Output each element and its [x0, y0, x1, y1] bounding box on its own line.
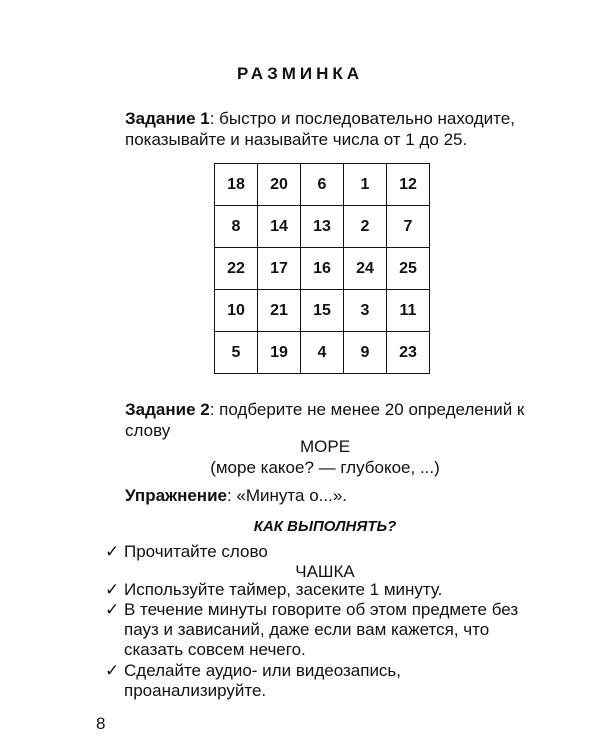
task2-word: МОРЕ [299, 437, 351, 456]
grid-cell: 19 [258, 332, 301, 374]
grid-cell: 16 [301, 248, 344, 290]
grid-cell: 4 [301, 332, 344, 374]
grid-cell: 24 [344, 248, 387, 290]
page-number: 8 [96, 714, 106, 733]
page-title: РАЗМИНКА [236, 64, 364, 83]
exercise-text: : «Минута о...». [226, 486, 348, 505]
grid-cell: 7 [387, 206, 430, 248]
check-item [105, 542, 545, 562]
grid-cell: 5 [215, 332, 258, 374]
check-item-text: Прочитайте слово [124, 542, 268, 561]
grid-row [215, 248, 430, 290]
task1-text: : быстро и последовательно находите, показывайте и называйте числа от 1 до 25. [125, 109, 515, 149]
checkmark-icon: ✓ [105, 600, 120, 619]
check-item-text: Сделайте аудио- или видеозапись, проанализируйте. [124, 661, 402, 700]
grid-row [215, 164, 430, 206]
grid-cell: 12 [387, 164, 430, 206]
exercise-label: Упражнение [125, 486, 227, 505]
grid-row [215, 332, 430, 374]
grid-row [215, 290, 430, 332]
task2-text: : подберите не менее 20 определений к слову [125, 400, 525, 440]
grid-cell: 1 [344, 164, 387, 206]
check-item [105, 661, 545, 701]
grid-cell: 20 [258, 164, 301, 206]
grid-cell: 8 [215, 206, 258, 248]
grid-cell: 2 [344, 206, 387, 248]
grid-cell: 22 [215, 248, 258, 290]
number-grid [214, 163, 430, 374]
check-item-text: Используйте таймер, засеките 1 минуту. [124, 580, 443, 599]
grid-cell: 9 [344, 332, 387, 374]
grid-cell: 18 [215, 164, 258, 206]
grid-cell: 23 [387, 332, 430, 374]
grid-cell: 14 [258, 206, 301, 248]
checkmark-icon: ✓ [105, 542, 120, 561]
grid-cell: 11 [387, 290, 430, 332]
grid-cell: 6 [301, 164, 344, 206]
grid-cell: 15 [301, 290, 344, 332]
task1-paragraph [105, 108, 565, 150]
grid-cell: 21 [258, 290, 301, 332]
grid-cell: 17 [258, 248, 301, 290]
exercise-paragraph [105, 485, 565, 506]
grid-row [215, 206, 430, 248]
task1-label: Задание 1 [125, 109, 210, 128]
checkmark-icon: ✓ [105, 580, 120, 599]
task2-example: (море какое? — глубокое, ...) [210, 458, 440, 477]
grid-cell: 25 [387, 248, 430, 290]
grid-cell: 10 [215, 290, 258, 332]
check-item [105, 580, 545, 600]
grid-cell: 3 [344, 290, 387, 332]
task2-paragraph [105, 399, 565, 441]
grid-cell: 13 [301, 206, 344, 248]
check-item [105, 600, 545, 660]
how-to-title: КАК ВЫПОЛНЯТЬ? [253, 518, 397, 535]
task2-label: Задание 2 [125, 400, 210, 419]
check-word: ЧАШКА [295, 562, 355, 581]
check-item-text: В течение минуты говорите об этом предмете без пауз и зависаний, даже если вам кажется, что сказать совсем нечего. [124, 600, 519, 659]
checkmark-icon: ✓ [105, 661, 120, 680]
